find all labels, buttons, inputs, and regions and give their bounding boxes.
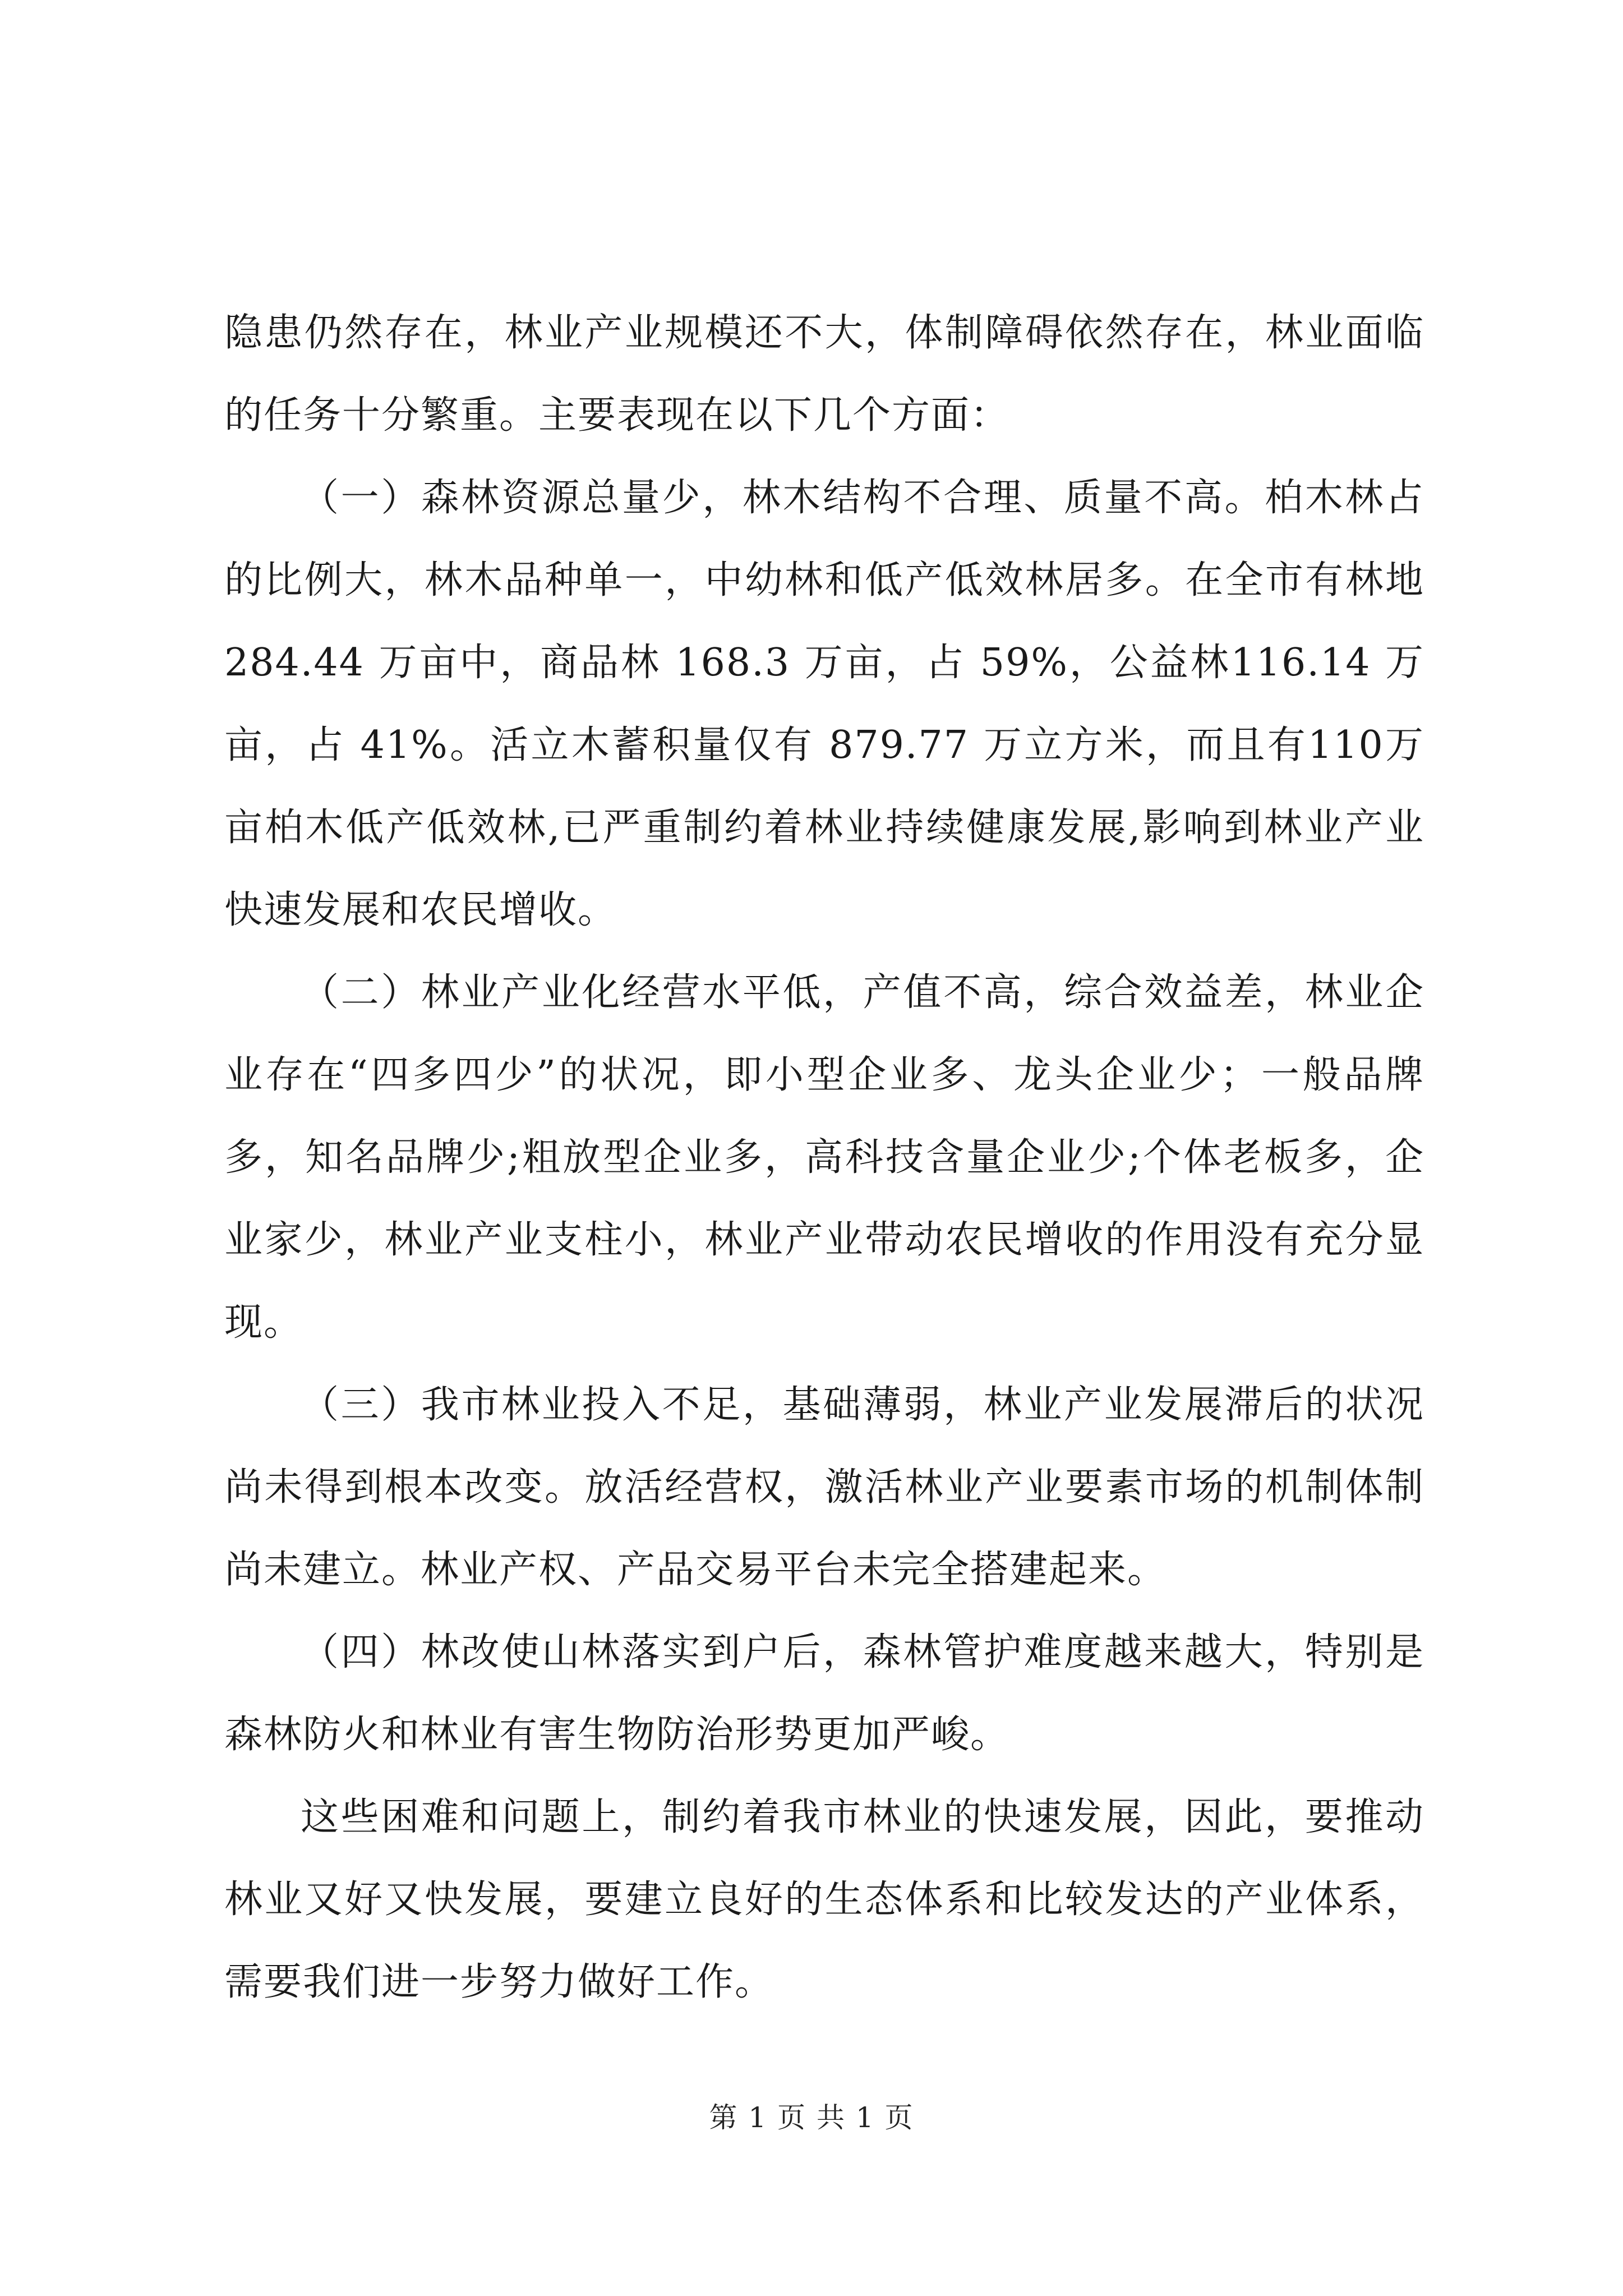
paragraph-conclusion: 这些困难和问题上，制约着我市林业的快速发展，因此，要推动林业又好又快发展，要建立良好的生态体系和比较发达的产业体系，需要我们进一步努力做好工作。	[224, 1795, 1424, 2004]
paragraph-point-1: （一）森林资源总量少，林木结构不合理、质量不高。柏木林占的比例大，林木品种单一，中幼林和低产低效林居多。在全市有林地 284.44 万亩中，商品林 168.3 万亩，占 59%，公益林116.14 万亩，占 41%。活立木蓄积量仅有 879.77 万立方米，而且有110万亩柏木低产低效林,已严重制约着林业持续健康发展,影响到林业产业快速发展和农民增收。	[224, 476, 1424, 932]
paragraph-point-3: （三）我市林业投入不足，基础薄弱，林业产业发展滞后的状况尚未得到根本改变。放活经营权，激活林业产业要素市场的机制体制尚未建立。林业产权、产品交易平台未完全搭建起来。	[224, 1383, 1424, 1592]
document-body	[224, 292, 1424, 2023]
page-number-footer: 第 1 页 共 1 页	[709, 2101, 914, 2134]
paragraph-point-2: （二）林业产业化经营水平低，产值不高，综合效益差，林业企业存在“四多四少”的状况，即小型企业多、龙头企业少；一般品牌多，知名品牌少;粗放型企业多，高科技含量企业少;个体老板多，企业家少，林业产业支柱小，林业产业带动农民增收的作用没有充分显现。	[224, 970, 1424, 1345]
paragraph-point-4: （四）林改使山林落实到户后，森林管护难度越来越大，特别是森林防火和林业有害生物防治形势更加严峻。	[224, 1630, 1424, 1757]
paragraph-intro: 隐患仍然存在，林业产业规模还不大，体制障碍依然存在，林业面临的任务十分繁重。主要表现在以下几个方面：	[224, 311, 1424, 438]
